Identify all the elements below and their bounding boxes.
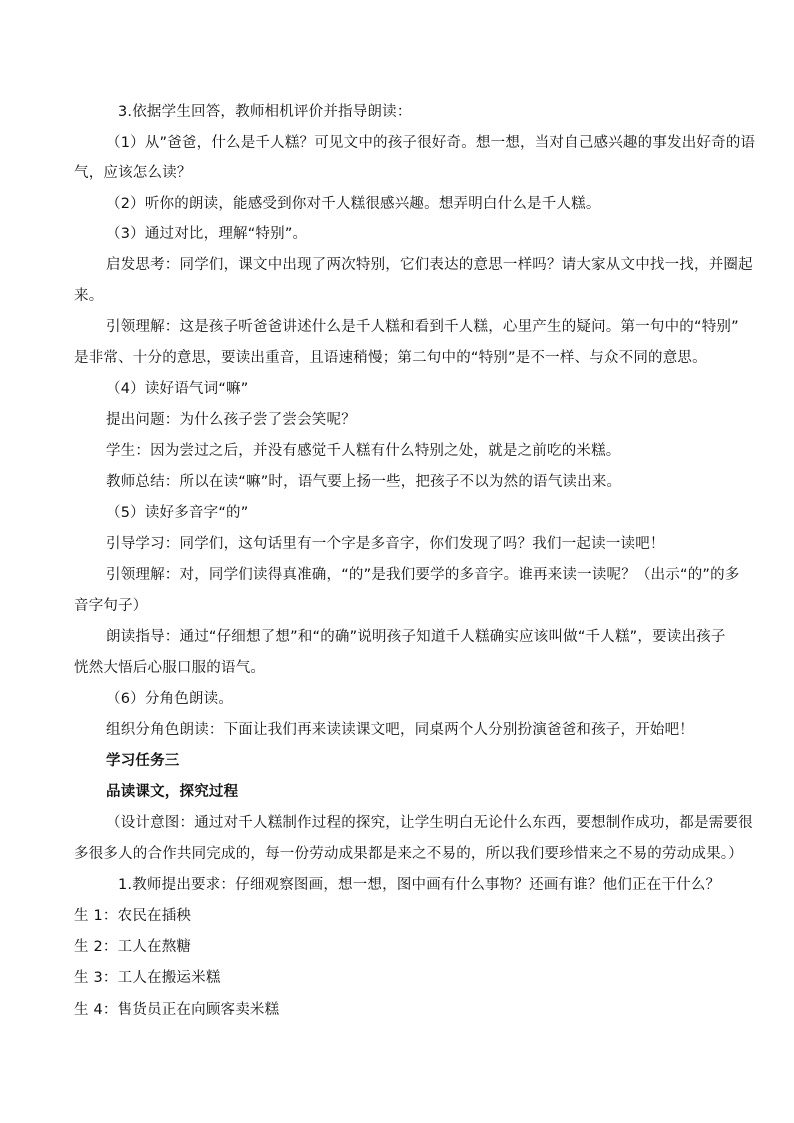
section-heading: 学习任务三 — [106, 753, 180, 769]
paragraph-line: 朗读指导：通过“仔细想了想”和“的确”说明孩子知道千人糕确实应该叫做“千人糕”，要读出孩子 — [106, 629, 726, 645]
paragraph-line: （4）读好语气词“嘛” — [106, 381, 249, 397]
paragraph-line: 教师总结：所以在读“嘛”时，语气要上扬一些，把孩子不以为然的语气读出来。 — [106, 474, 622, 490]
paragraph-line: 恍然大悟后心服口服的语气。 — [74, 660, 266, 676]
paragraph-line: 组织分角色朗读：下面让我们再来读读课文吧，同桌两个人分别扮演爸爸和孩子，开始吧！ — [106, 722, 694, 738]
paragraph-line: 多很多人的合作共同完成的，每一份劳动成果都是来之不易的，所以我们要珍惜来之不易的劳动成果。） — [74, 846, 743, 862]
list-item: 生 4：售货员正在向顾客卖米糕 — [74, 1002, 280, 1018]
paragraph-line: 音字句子） — [74, 598, 148, 614]
paragraph-line: （5）读好多音字“的” — [106, 505, 249, 521]
paragraph-line: （2）听你的朗读，能感受到你对千人糕很感兴趣。想弄明白什么是千人糕。 — [106, 196, 601, 212]
paragraph-line: 1.教师提出要求：仔细观察图画，想一想，图中画有什么事物？还画有谁？他们正在干什么？ — [118, 877, 721, 893]
paragraph-line: 学生：因为尝过之后，并没有感觉千人糕有什么特别之处，就是之前吃的米糕。 — [106, 443, 621, 459]
paragraph-line: 提出问题：为什么孩子尝了尝会笑呢？ — [106, 412, 356, 428]
paragraph-line: （设计意图：通过对千人糕制作过程的探究，让学生明白无论什么东西，要想制作成功，都是需要很 — [106, 815, 753, 831]
paragraph-line: 来。 — [74, 288, 104, 304]
paragraph-line: 是非常、十分的意思，要读出重音，且语速稍慢；第二句中的“特别”是不一样、与众不同的意思。 — [74, 350, 707, 366]
list-item: 生 1：农民在插秧 — [74, 908, 192, 924]
paragraph-line: 启发思考：同学们，课文中出现了两次特别，它们表达的意思一样吗？请大家从文中找一找，并圈起 — [106, 257, 753, 273]
paragraph-line: 引领理解：这是孩子听爸爸讲述什么是千人糕和看到千人糕，心里产生的疑问。第一句中的“特别” — [106, 319, 739, 335]
section-subheading: 品读课文，探究过程 — [106, 784, 239, 800]
paragraph-line: （1）从”爸爸，什么是千人糕？可见文中的孩子很好奇。想一想，当对自己感兴趣的事发出好奇的语 — [106, 135, 756, 151]
paragraph-line: 引导学习：同学们，这句话里有一个字是多音字，你们发现了吗？我们一起读一读吧！ — [106, 536, 665, 552]
list-item: 生 3：工人在搬运米糕 — [74, 970, 221, 986]
paragraph-line: （3）通过对比，理解“特别”。 — [106, 226, 308, 242]
list-item: 生 2：工人在熬糖 — [74, 939, 192, 955]
paragraph-line: 引领理解：对，同学们读得真准确，“的”是我们要学的多音字。谁再来读一读呢？（出示“的”的多 — [106, 567, 740, 583]
paragraph-line: 3.依据学生回答，教师相机评价并指导朗读： — [118, 104, 412, 120]
paragraph-line: 气，应该怎么读？ — [74, 165, 192, 181]
paragraph-line: （6）分角色朗读。 — [106, 691, 234, 707]
